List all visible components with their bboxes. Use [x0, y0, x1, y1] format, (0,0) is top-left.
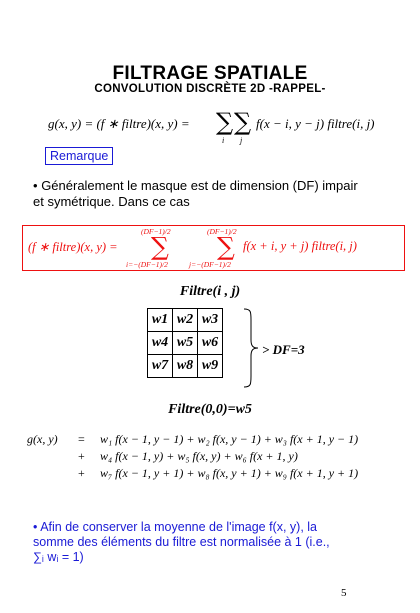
- sum-index-j: j: [240, 136, 243, 145]
- expansion-plus-2: +: [78, 466, 85, 480]
- lower-limit-i: i=−(DF−1)/2: [126, 260, 168, 269]
- expansion-line-1: w₁ f(x − 1, y − 1) + w₂ f(x, y − 1) + w₃ f(x + 1, y − 1): [100, 432, 359, 446]
- expansion-equals: =: [78, 432, 85, 446]
- expansion-plus-1: +: [78, 449, 85, 463]
- filter-cell: w3: [198, 309, 223, 332]
- bullet-text-2: [33, 520, 388, 565]
- bullet-marker: •: [33, 520, 38, 534]
- upper-limit-i: (DF−1)/2: [141, 227, 171, 236]
- filter-cell: w8: [173, 355, 198, 378]
- sum-symbol-i: ∑: [151, 232, 169, 261]
- bullet2-line3: ∑ᵢ wᵢ = 1): [33, 550, 84, 564]
- filter-grid: [147, 308, 223, 378]
- filter-cell: w5: [173, 332, 198, 355]
- convolution-equation: [48, 108, 388, 148]
- filter-center-label: Filtre(0,0)=w5: [168, 402, 252, 417]
- equation2-lhs: (f ∗ filtre)(x, y) =: [28, 240, 118, 254]
- remarque-label: Remarque: [45, 147, 113, 165]
- expansion-line-3: w₇ f(x − 1, y + 1) + w₈ f(x, y + 1) + w₉ f(x + 1, y + 1): [100, 466, 359, 480]
- slide-title: FILTRAGE SPATIALE: [112, 63, 308, 84]
- page-number: 5: [341, 587, 347, 599]
- sum-index-i: i: [222, 136, 225, 145]
- filter-cell: w6: [198, 332, 223, 355]
- sum-symbol-i: ∑: [216, 108, 234, 136]
- equation2-rhs: f(x + i, y + j) filtre(i, j): [243, 239, 357, 253]
- slide-subtitle: CONVOLUTION DISCRÈTE 2D -RAPPEL-: [94, 83, 326, 95]
- df-label: > DF=3: [262, 342, 305, 357]
- filter-title: Filtre(i , j): [179, 284, 241, 299]
- sum-symbol-j: ∑: [217, 232, 235, 261]
- bullet-text-1: [33, 178, 388, 210]
- symmetric-convolution-equation-box: [22, 225, 405, 271]
- expansion-line-2: w₄ f(x − 1, y) + w₅ f(x, y) + w₆ f(x + 1, y): [100, 449, 298, 463]
- equation-lhs: g(x, y) = (f ∗ filtre)(x, y) =: [48, 116, 190, 131]
- right-brace-icon: [242, 308, 260, 388]
- expansion-lhs: g(x, y): [27, 432, 58, 446]
- filter-cell: w9: [198, 355, 223, 378]
- equation-rhs: f(x − i, y − j) filtre(i, j): [256, 116, 375, 131]
- bullet2-line2: somme des éléments du filtre est normalisée à 1 (i.e.,: [33, 535, 330, 549]
- filter-cell: w7: [148, 355, 173, 378]
- filter-cell: w2: [173, 309, 198, 332]
- bullet1-line2: et symétrique. Dans ce cas: [33, 194, 190, 209]
- sum-symbol-j: ∑: [234, 108, 252, 136]
- filter-cell: w4: [148, 332, 173, 355]
- lower-limit-j: j=−(DF−1)/2: [189, 260, 231, 269]
- bullet-marker: •: [33, 178, 38, 193]
- bullet1-line1: Généralement le masque est de dimension (DF) impair: [41, 178, 358, 193]
- bullet2-line1: Afin de conserver la moyenne de l'image f(x, y), la: [40, 520, 318, 534]
- filter-cell: w1: [148, 309, 173, 332]
- upper-limit-j: (DF−1)/2: [207, 227, 237, 236]
